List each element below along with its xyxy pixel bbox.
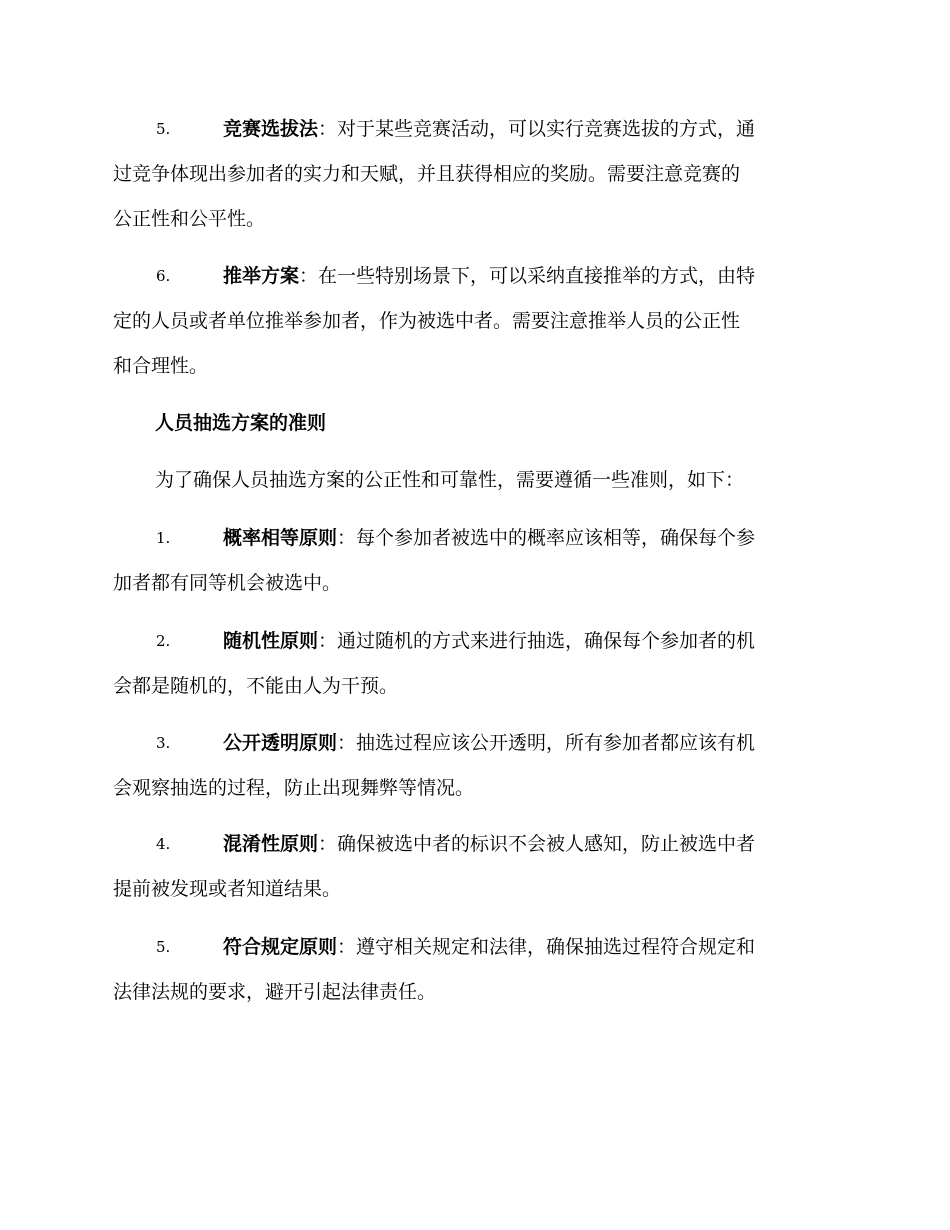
list-item-text: 对于某些竞赛活动，可以实行竞赛选拔的方式，通	[337, 118, 756, 140]
principle-term: 概率相等原则	[223, 527, 338, 549]
list-item-continuation: 公正性和公平性。	[113, 208, 266, 230]
list-item-separator: ：	[337, 527, 357, 549]
principle-term: 符合规定原则	[223, 936, 338, 958]
list-item-separator: ：	[337, 732, 357, 754]
list-item-first-line	[113, 822, 835, 867]
list-item-first-line	[113, 516, 835, 561]
list-item-text: 遵守相关规定和法律，确保抽选过程符合规定和	[356, 936, 756, 958]
principle-term: 随机性原则	[223, 630, 319, 652]
list-item-separator: ：	[318, 118, 338, 140]
list-item-text: 每个参加者被选中的概率应该相等，确保每个参	[356, 527, 756, 549]
list-item-continuation: 定的人员或者单位推举参加者，作为被选中者。需要注意推举人员的公正性	[113, 310, 741, 332]
list-item-first-line	[113, 254, 835, 299]
intro-paragraph: 为了确保人员抽选方案的公正性和可靠性，需要遵循一些准则，如下：	[155, 469, 745, 491]
list-item	[113, 107, 835, 242]
principle-item	[113, 619, 835, 709]
list-item-term: 推举方案	[223, 265, 300, 287]
principle-item	[113, 516, 835, 606]
list-item-continuation: 过竞争体现出参加者的实力和天赋，并且获得相应的奖励。需要注意竞赛的	[113, 163, 741, 185]
section-heading: 人员抽选方案的准则	[155, 412, 327, 434]
list-item-first-line	[113, 107, 835, 152]
list-item-text: 确保被选中者的标识不会被人感知，防止被选中者	[337, 833, 756, 855]
principle-item	[113, 925, 835, 1015]
list-item-number: 2.	[156, 632, 171, 650]
list-item-first-line	[113, 619, 835, 664]
list-item-text: 抽选过程应该公开透明，所有参加者都应该有机	[356, 732, 756, 754]
list-item-separator: ：	[337, 936, 357, 958]
principle-term: 公开透明原则	[223, 732, 338, 754]
list-item-number: 6.	[156, 267, 171, 285]
principle-item	[113, 721, 835, 811]
list-item-continuation: 会观察抽选的过程，防止出现舞弊等情况。	[113, 777, 475, 799]
list-item-number: 5.	[156, 938, 171, 956]
list-item-first-line	[113, 925, 835, 970]
list-item-number: 4.	[156, 835, 171, 853]
principle-item	[113, 822, 835, 912]
list-item-continuation: 和合理性。	[113, 355, 209, 377]
list-item-text: 通过随机的方式来进行抽选，确保每个参加者的机	[337, 630, 756, 652]
list-item-number: 3.	[156, 734, 171, 752]
list-item-number: 5.	[156, 120, 171, 138]
list-item-continuation: 会都是随机的，不能由人为干预。	[113, 675, 399, 697]
list-item-continuation: 加者都有同等机会被选中。	[113, 572, 342, 594]
list-item-continuation: 提前被发现或者知道结果。	[113, 878, 342, 900]
list-item-term: 竞赛选拔法	[223, 118, 319, 140]
list-item	[113, 254, 835, 389]
list-item-separator: ：	[299, 265, 319, 287]
list-item-separator: ：	[318, 630, 338, 652]
list-item-text: 在一些特别场景下，可以采纳直接推举的方式，由特	[318, 265, 756, 287]
list-item-separator: ：	[318, 833, 338, 855]
list-item-continuation: 法律法规的要求，避开引起法律责任。	[113, 981, 437, 1003]
principle-term: 混淆性原则	[223, 833, 319, 855]
list-item-number: 1.	[156, 529, 171, 547]
list-item-first-line	[113, 721, 835, 766]
